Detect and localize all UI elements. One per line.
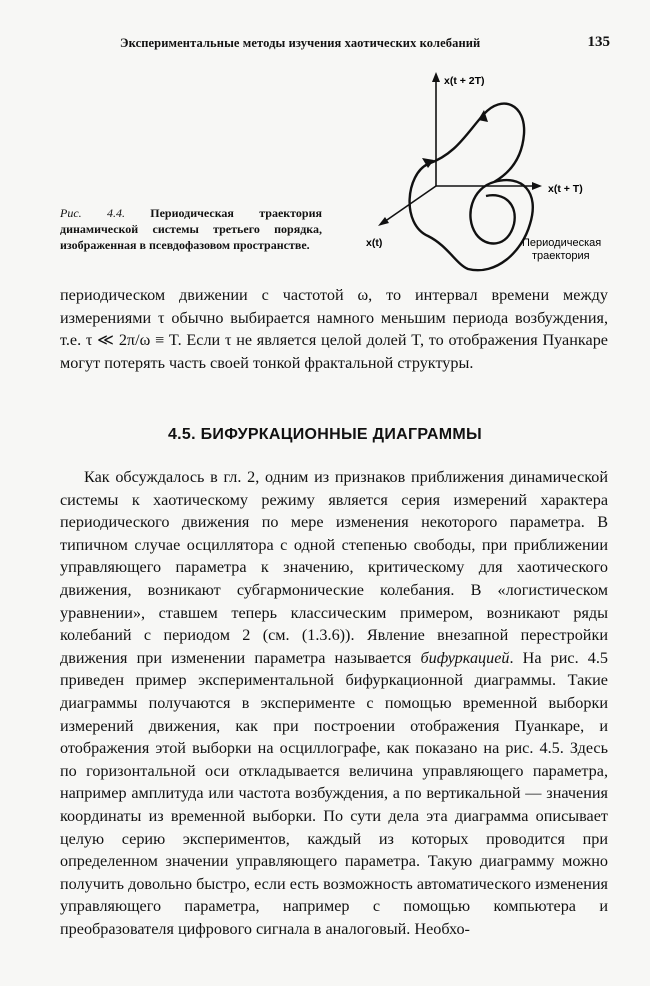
caption-label: Рис. 4.4. xyxy=(60,206,125,220)
oblique-axis-arrow xyxy=(378,217,389,226)
caption-text: Периодическая траектория динамической системы третьего порядка, изображенная в псевдофазовом пространстве. xyxy=(60,206,322,252)
figure-caption xyxy=(60,205,322,253)
label-x-t-2t: x(t + 2T) xyxy=(444,75,485,87)
label-x-t: x(t) xyxy=(366,237,383,249)
page-number: 135 xyxy=(587,34,610,50)
periodic-trajectory xyxy=(410,104,533,271)
paragraph-continuation xyxy=(60,284,608,374)
paragraph-1-text: периодическом движении с частотой ω, то интервал времени между измерениями τ обычно выбирается намного меньшим периода возбуждения, т.е. τ ≪ 2π/ω ≡ T. Если τ не является целой долей T, то отображения Пуанкаре могут потерять часть своей тонкой фрактальной структуры. xyxy=(60,286,608,372)
paragraph-2-part2: . На рис. 4.5 приведен пример экспериментальной бифуркационной диаграммы. Такие диаграммы получаются в эксперименте с помощью временной выборки измерений движения, как при построении отображения Пуанкаре, и отображения этой выборки на осциллографе, как показано на рис. 4.5. Здесь по горизонтальной оси откладывается величина управляющего параметра, например амплитуда или частота возбуждения, а по вертикальной — значения координаты из временной выборки. По сути дела эта диаграмма описывает целую серию экспериментов, каждый из которых проводится при определенном значении управляющего параметра. Такую диаграмму можно получить довольно быстро, если есть возможность автоматического изменения управляющего параметра, например с помощью компьютера и преобразователя цифрового сигнала в аналоговый. Необхо- xyxy=(60,648,609,938)
paragraph-bifurcation xyxy=(60,466,608,940)
paragraph-2-emphasis: бифуркацией xyxy=(420,648,510,667)
label-x-t-t: x(t + T) xyxy=(548,183,583,195)
label-trajectory-2: траектория xyxy=(532,250,590,262)
figure-4-4 xyxy=(56,64,626,282)
label-trajectory-1: Периодическая xyxy=(522,237,602,249)
page-header xyxy=(120,36,610,58)
paragraph-2-part1: Как обсуждалось в гл. 2, одним из признаков приближения динамической системы к хаотическому режиму является серия измерений характера периодического движения по мере изменения некоторого параметра. В типичном случае осциллятора с одной степенью свободы, при приближении управляющего параметра к значению, критическому для хаотического движения, возникают субгармонические колебания. В «логистическом уравнении», ставшем теперь классическим примером, возникают ряды колебаний с периодом 2 (см. (1.3.6)). Явление внезапной перестройки движения при изменении параметра называется xyxy=(60,468,608,667)
horizontal-axis-arrow xyxy=(532,182,542,190)
running-title: Экспериментальные методы изучения хаотических колебаний xyxy=(120,36,481,50)
paragraph-2-text xyxy=(60,466,608,940)
vertical-axis-arrow xyxy=(432,72,440,82)
section-title: 4.5. БИФУРКАЦИОННЫЕ ДИАГРАММЫ xyxy=(167,426,482,443)
